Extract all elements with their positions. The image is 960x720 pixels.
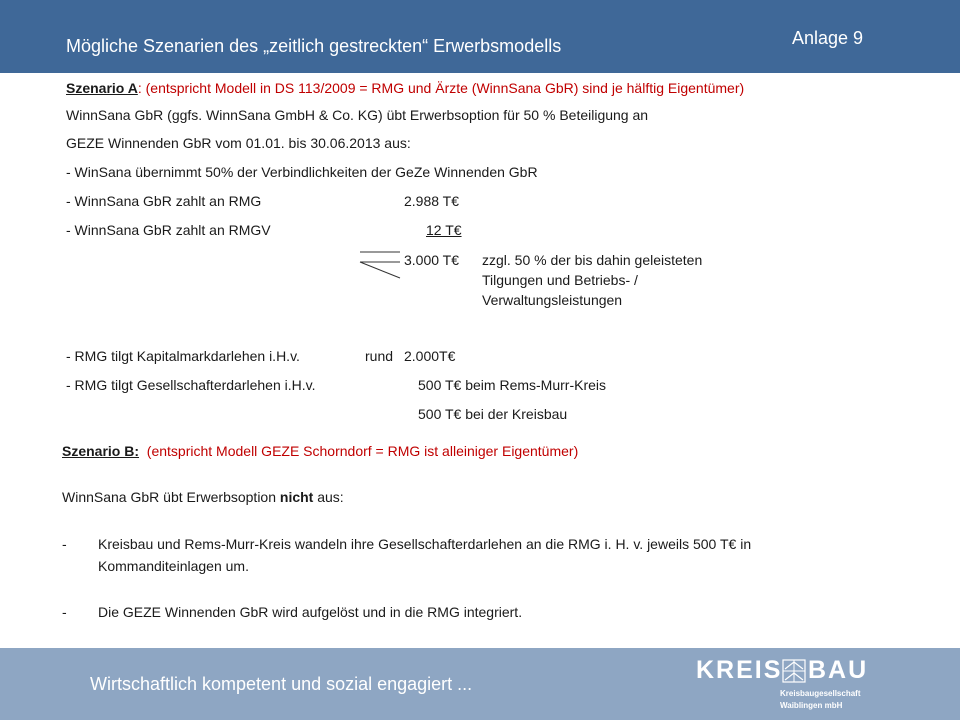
scenario-a-line-1: WinnSana GbR (ggfs. WinnSana GmbH & Co. KG) übt Erwerbsoption für 50 % Beteiligung an [66, 107, 649, 123]
scenario-b-bullet-2-marker: - [62, 604, 67, 620]
payment-rmgv-label: - WinnSana GbR zahlt an RMGV [66, 222, 271, 238]
logo-subtitle-2: Waiblingen mbH [780, 701, 843, 710]
annex-label: Anlage 9 [792, 28, 864, 48]
logo-word-kreis: KREIS [696, 656, 783, 684]
scenario-b-heading [62, 443, 578, 459]
logo-word-bau: BAU [808, 656, 869, 684]
total-note-line-2: Tilgungen und Betriebs- / [482, 272, 638, 288]
scenario-b-label: Szenario B: [62, 443, 140, 459]
scenario-b-bullet-1-line-1: Kreisbau und Rems-Murr-Kreis wandeln ihre Gesellschafterdarlehen an die RMG i. H. v. jeweils 500 T€ in [98, 536, 752, 552]
scenario-b-description: (entspricht Modell GEZE Schorndorf = RMG ist alleiniger Eigentümer) [146, 443, 579, 459]
scenario-a-description: : (entspricht Modell in DS 113/2009 = RMG und Ärzte (WinnSana GbR) sind je hälftig Eigentümer) [137, 80, 745, 96]
total-note-line-3: Verwaltungsleistungen [482, 292, 623, 308]
scenario-b-bullet-1-line-2: Kommanditeinlagen um. [98, 558, 249, 574]
kreisbau-logo [696, 656, 876, 716]
total-amount: 3.000 T€ [404, 252, 460, 268]
page-title: Mögliche Szenarien des „zeitlich gestreckten“ Erwerbsmodells [66, 36, 562, 56]
logo-subtitle-1: Kreisbaugesellschaft [780, 689, 861, 698]
scenario-b-bullet-2: Die GEZE Winnenden GbR wird aufgelöst und in die RMG integriert. [98, 604, 523, 620]
scenario-b-intro-post: aus: [313, 489, 344, 505]
repay-capital-amount: 2.000T€ [404, 348, 456, 364]
footer-slogan: Wirtschaftlich kompetent und sozial engagiert ... [90, 674, 473, 694]
scenario-a-label: Szenario A [66, 80, 138, 96]
repay-shareholder-amount-2: 500 T€ bei der Kreisbau [418, 406, 568, 422]
scenario-a-heading [66, 80, 744, 96]
repay-shareholder-amount-1: 500 T€ beim Rems-Murr-Kreis [418, 377, 607, 393]
house-grid-icon [782, 659, 806, 683]
scenario-a-line-2: GEZE Winnenden GbR vom 01.01. bis 30.06.2013 aus: [66, 135, 411, 151]
payment-rmgv-amount [404, 222, 462, 238]
repay-capital-label: - RMG tilgt Kapitalmarkdarlehen i.H.v. [66, 348, 300, 364]
repay-shareholder-label: - RMG tilgt Gesellschafterdarlehen i.H.v. [66, 377, 316, 393]
scenario-b-intro-bold: nicht [279, 489, 314, 505]
scenario-b-bullet-1-marker: - [62, 536, 67, 552]
scenario-b-intro-pre: WinnSana GbR übt Erwerbsoption [62, 489, 280, 505]
sum-bracket-lines [356, 248, 404, 282]
payment-rmg-label: - WinnSana GbR zahlt an RMG [66, 193, 262, 209]
scenario-b-intro [62, 489, 344, 505]
payment-rmgv-amount-text: 12 T€ [426, 222, 462, 238]
scenario-a-line-3: - WinSana übernimmt 50% der Verbindlichkeiten der GeZe Winnenden GbR [66, 164, 538, 180]
total-note-line-1: zzgl. 50 % der bis dahin geleisteten [482, 252, 703, 268]
payment-rmg-amount: 2.988 T€ [404, 193, 460, 209]
repay-capital-rund: rund [365, 348, 394, 364]
